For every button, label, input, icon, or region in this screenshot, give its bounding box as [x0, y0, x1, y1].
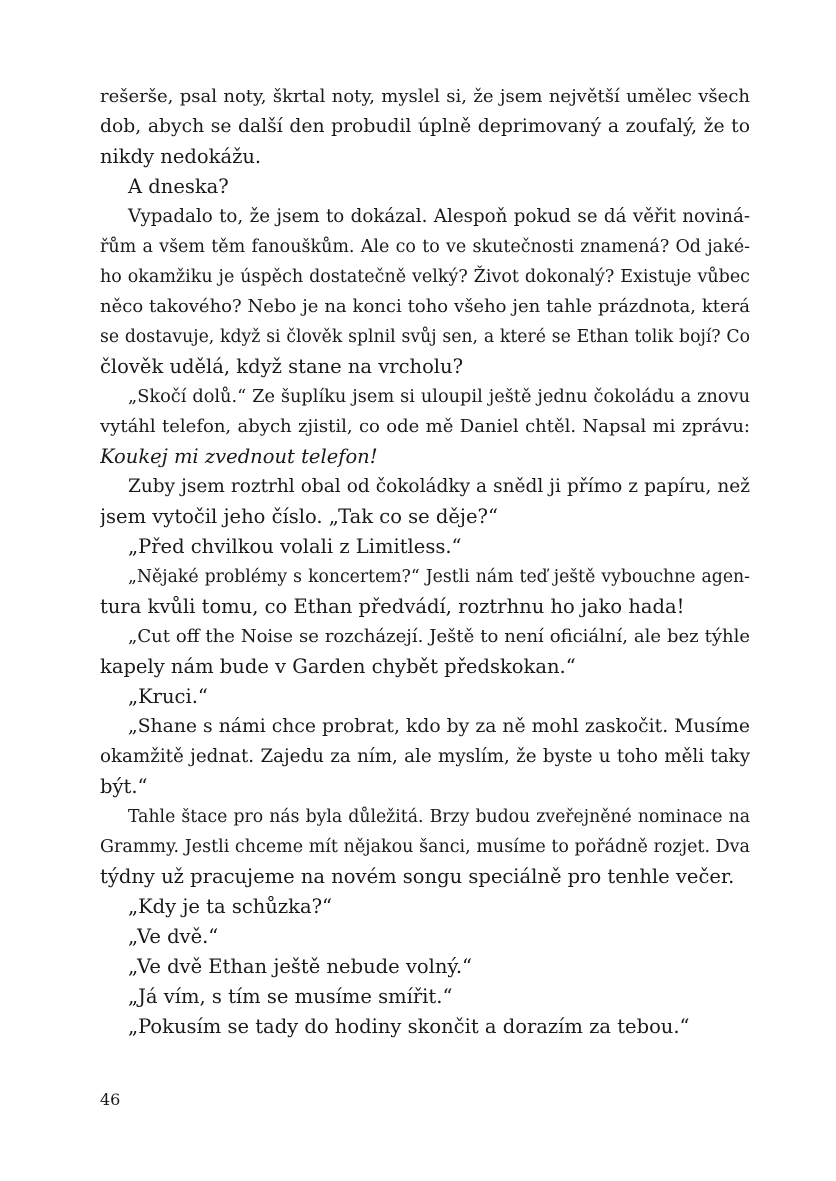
text-line: Vypadalo to, že jsem to dokázal. Alespoň pokud se dá věřit noviná- — [128, 206, 750, 227]
text-line: jsem vytočil jeho číslo. „Tak co se děje?“ — [100, 505, 498, 528]
text-line: něco takového? Nebo je na konci toho všeho jen tahle prázdnota, která — [100, 296, 750, 317]
page-number: 46 — [100, 1090, 121, 1109]
text-line: „Před chvilkou volali z Limitless.“ — [128, 535, 462, 558]
text-line: „Ve dvě.“ — [128, 925, 219, 948]
text-line: Zuby jsem roztrhl obal od čokoládky a snědl ji přímo z papíru, než — [128, 476, 750, 497]
text-line: okamžitě jednat. Zajedu za ním, ale myslím, že byste u toho měli taky — [100, 746, 750, 767]
text-line: „Kdy je ta schůzka?“ — [128, 895, 332, 918]
text-line: „Pokusím se tady do hodiny skončit a dorazím za tebou.“ — [128, 1015, 690, 1038]
text-line: kapely nám bude v Garden chybět předskokan.“ — [100, 655, 576, 678]
body-text — [100, 82, 750, 1042]
text-line: týdny už pracujeme na novém songu speciálně pro tenhle večer. — [100, 865, 735, 888]
text-line: tura kvůli tomu, co Ethan předvádí, roztrhnu ho jako hada! — [100, 595, 685, 618]
text-line: nikdy nedokážu. — [100, 145, 262, 168]
text-line: „Nějaké problémy s koncertem?“ Jestli nám teď ještě vybouchne agen- — [128, 567, 750, 587]
text-line: člověk udělá, když stane na vrcholu? — [100, 355, 464, 378]
text-line: „Ve dvě Ethan ještě nebude volný.“ — [128, 955, 472, 978]
text-line: „Shane s námi chce probrat, kdo by za ně mohl zaskočit. Musíme — [128, 716, 750, 737]
text-line: „Kruci.“ — [128, 685, 208, 708]
text-line: „Cut off the Noise se rozcházejí. Ještě to není oficiální, ale bez týhle — [128, 626, 750, 647]
text-line: A dneska? — [128, 175, 229, 198]
text-line: Grammy. Jestli chceme mít nějakou šanci, musíme to pořádně rozjet. Dva — [100, 837, 750, 857]
text-line: ho okamžiku je úspěch dostatečně velký? Život dokonalý? Existuje vůbec — [100, 267, 750, 287]
text-line: rešerše, psal noty, škrtal noty, myslel si, že jsem největší umělec všech — [100, 86, 750, 107]
text-line: vytáhl telefon, abych zjistil, co ode mě Daniel chtěl. Napsal mi zprávu: — [100, 416, 750, 437]
text-line: řům a všem těm fanouškům. Ale co to ve skutečnosti znamená? Od jaké- — [100, 237, 750, 257]
text-line: Tahle štace pro nás byla důležitá. Brzy budou zveřejněné nominace na — [128, 807, 750, 827]
text-line: se dostavuje, když si člověk splnil svůj sen, a které se Ethan tolik bojí? Co — [100, 327, 750, 347]
text-line: dob, abych se další den probudil úplně deprimovaný a zoufalý, že to — [100, 116, 750, 137]
text-line: „Já vím, s tím se musíme smířit.“ — [128, 985, 453, 1008]
text-line: Koukej mi zvednout telefon! — [100, 445, 378, 468]
text-line: být.“ — [100, 775, 148, 798]
text-line: „Skočí dolů.“ Ze šuplíku jsem si uloupil ještě jednu čokoládu a znovu — [128, 387, 750, 407]
